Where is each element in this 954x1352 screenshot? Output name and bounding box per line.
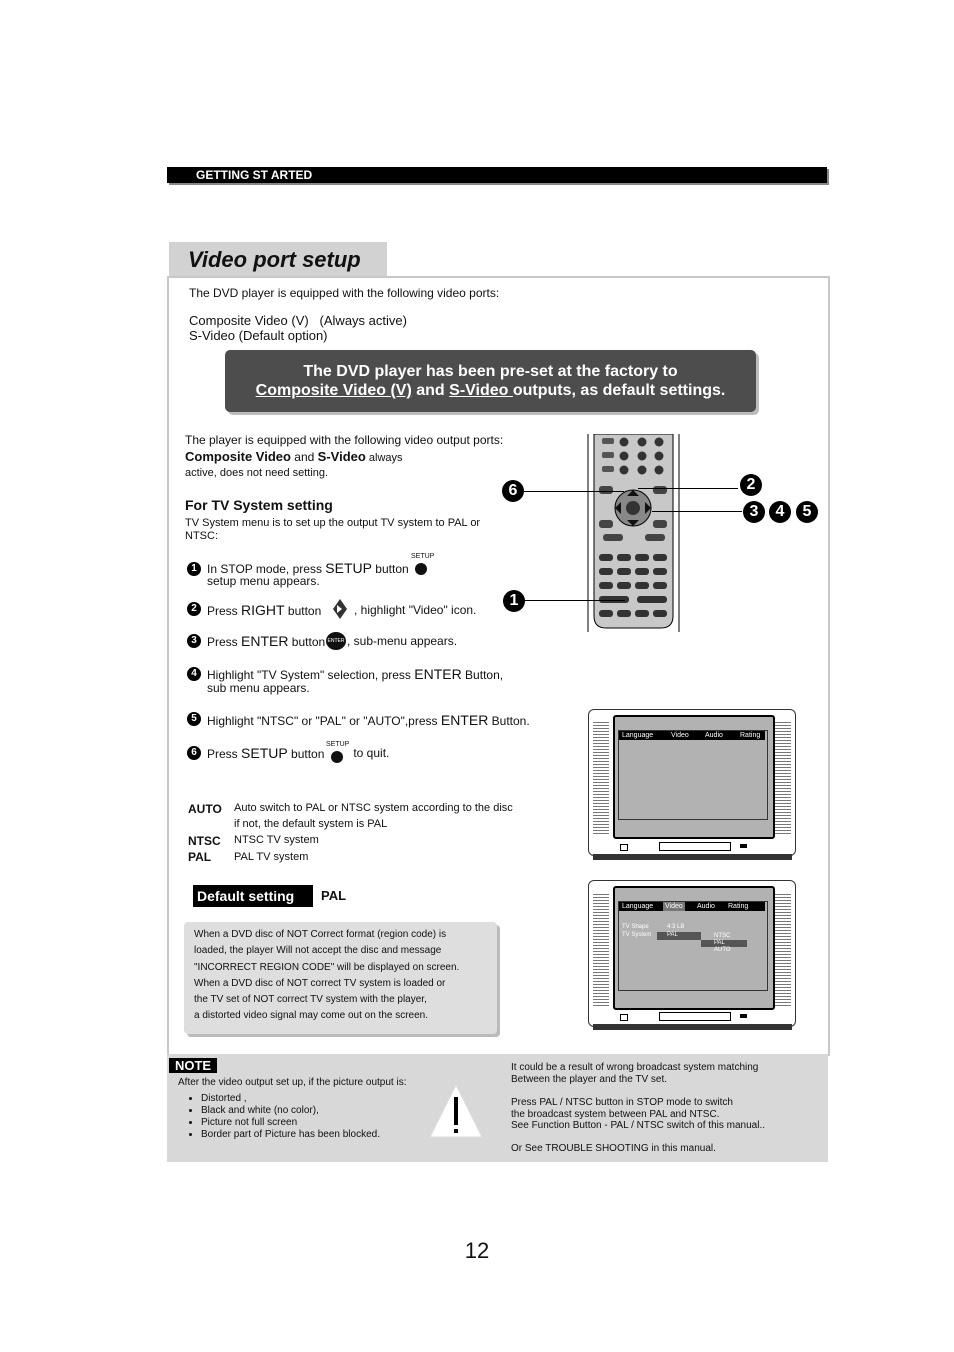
step-6-text: [207, 745, 324, 761]
callout-2: 2: [740, 474, 762, 496]
setup-button-label-2: SETUP: [326, 741, 350, 748]
remote-control-graphic: [587, 434, 680, 632]
step-4-line2: sub menu appears.: [207, 681, 310, 695]
step-6-after: to quit.: [350, 746, 390, 760]
region-line: When a DVD disc of NOT Correct format (region code) is: [194, 929, 447, 940]
step-1-line2: setup menu appears.: [207, 574, 320, 588]
step-4-key: ENTER: [414, 666, 462, 682]
step-3-pre: Press: [207, 635, 242, 649]
default-setting-label: [193, 885, 313, 907]
step-2-number: 2: [187, 602, 201, 616]
tv1-tab-rating: Rating: [740, 732, 761, 739]
tv2-speaker-right: [775, 892, 791, 1006]
banner-line2: [225, 381, 756, 400]
note-list-item: • Distorted ,: [201, 1093, 380, 1105]
tv1-button: [740, 844, 747, 848]
tv2-tab-audio: Audio: [697, 903, 715, 910]
callout-1: 1: [503, 590, 525, 612]
ports-always: always: [365, 452, 403, 464]
ports-info-line2: [185, 449, 403, 464]
note-list-item: • Border part of Picture has been blocked.: [201, 1129, 380, 1141]
note-intro: After the video output set up, if the picture output is:: [178, 1077, 407, 1088]
step-6-key: SETUP: [241, 745, 288, 761]
tv2-shape-label: TV Shape: [622, 924, 649, 930]
region-line: a distorted video signal may come out on the screen.: [194, 1010, 429, 1022]
tv1-speaker-right: [775, 720, 791, 834]
ports-svideo: S-Video: [317, 449, 366, 464]
tv2-stand: [593, 1024, 792, 1030]
tv2-tab-language: Language: [622, 903, 654, 910]
note-right-block2: [511, 1097, 765, 1132]
step-3-text: [207, 633, 325, 649]
tv2-menu-bar: [619, 902, 765, 911]
page-number: 12: [464, 1238, 490, 1263]
step-5-key: ENTER: [440, 712, 489, 728]
ports-info-line1: The player is equipped with the following video output ports:: [185, 433, 504, 447]
banner-and: and: [411, 382, 450, 399]
region-line: "INCORRECT REGION CODE" will be displayed on screen.: [194, 961, 460, 973]
default-setting-value: PAL: [321, 888, 347, 903]
region-code-note: [184, 922, 497, 1034]
title-tab: [169, 242, 387, 277]
mode-auto-desc: Auto switch to PAL or NTSC system according to the disc: [234, 802, 513, 814]
note-right-block1: [511, 1062, 758, 1086]
step-3-number: 3: [187, 634, 201, 648]
step-3-post: button: [288, 635, 326, 649]
note-right-line: It could be a result of wrong broadcast system matching: [511, 1062, 759, 1073]
note-right-line: Press PAL / NTSC button in STOP mode to switch: [511, 1097, 733, 1108]
tv2-option-auto: AUTO: [714, 947, 731, 953]
callout-line-345: [652, 511, 742, 512]
remote-control-illustration: [587, 434, 680, 632]
step-6-pre: Press: [207, 747, 242, 761]
tv2-tab-rating: Rating: [728, 903, 749, 910]
tv1-stand: [593, 854, 792, 860]
region-line: When a DVD disc of NOT correct TV system is loaded or: [194, 977, 446, 989]
step-2-post: button: [284, 604, 322, 618]
note-right-line: Or See TROUBLE SHOOTING in this manual.: [511, 1143, 716, 1154]
banner-outputs: outputs, as default settings.: [512, 382, 726, 399]
step-4-number: 4: [187, 667, 201, 681]
intro-line: The DVD player is equipped with the following video ports:: [189, 286, 500, 300]
tv1-tab-audio: Audio: [705, 732, 723, 739]
ports-composite: Composite Video: [185, 449, 291, 464]
setup-button-icon: [415, 563, 427, 575]
step-2-pre: Press: [207, 604, 242, 618]
ports-info-line3: active, does not need setting.: [185, 467, 329, 479]
tv2-option-pal: PAL: [701, 940, 747, 947]
callout-line-6: [524, 491, 624, 492]
tv2-speaker-left: [593, 892, 609, 1006]
tv2-button: [740, 1014, 747, 1018]
tv1-menu-panel: [618, 730, 768, 820]
step-1-post: button: [371, 562, 409, 576]
mode-auto-desc2: if not, the default system is PAL: [234, 818, 388, 830]
step-2-text: [207, 602, 321, 618]
page-title: Video port setup: [188, 247, 361, 272]
note-right-line: Between the player and the TV set.: [511, 1074, 668, 1085]
step-2-after: , highlight "Video" icon.: [354, 603, 477, 617]
step-6-post: button: [287, 747, 325, 761]
step-1-pre: In STOP mode, press: [207, 562, 326, 576]
tv1-menu-bar: [619, 731, 765, 740]
factory-preset-banner: [225, 350, 756, 412]
note-tag: NOTE: [169, 1058, 217, 1073]
note-list: [177, 1093, 380, 1141]
note-list-item: • Picture not full screen: [201, 1117, 380, 1129]
warning-icon: [428, 1083, 484, 1139]
tv2-tab-video: Video: [665, 903, 683, 910]
callout-4: 4: [769, 501, 791, 523]
tv1-power-led: [620, 844, 628, 851]
step-5-text: [207, 712, 530, 728]
step-1-key: SETUP: [325, 560, 372, 576]
tv1-tab-video: Video: [671, 732, 689, 739]
step-4-pre: Highlight "TV System" selection, press: [207, 668, 415, 682]
step-5-post: Button.: [488, 714, 530, 728]
step-5-pre: Highlight "NTSC" or "PAL" or "AUTO",press: [207, 714, 441, 728]
section-header: [167, 167, 827, 183]
banner-svideo: S-Video: [449, 382, 513, 399]
section-label: GETTING ST ARTED: [196, 168, 313, 182]
mode-ntsc-desc: NTSC TV system: [234, 834, 319, 846]
note-right-line: the broadcast system between PAL and NTSC.: [511, 1108, 720, 1120]
tv-system-desc: TV System menu is to set up the output TV system to PAL or NTSC:: [185, 517, 481, 542]
step-4-post: Button,: [461, 668, 504, 682]
callout-3: 3: [743, 501, 765, 523]
mode-ntsc-term: NTSC: [188, 834, 221, 848]
region-line: loaded, the player Will not accept the disc and message: [194, 945, 442, 957]
callout-5: 5: [796, 501, 818, 523]
tv2-shape-value: 4:3 LB: [667, 924, 685, 930]
banner-composite: Composite Video (V): [255, 382, 412, 399]
callout-6: 6: [502, 480, 524, 502]
mode-pal-term: PAL: [188, 850, 212, 864]
mode-auto-term: AUTO: [188, 802, 222, 816]
step-6-number: 6: [187, 746, 201, 760]
enter-button-icon: ENTER: [326, 632, 346, 650]
step-2-key: RIGHT: [241, 602, 285, 618]
step-4-text: [207, 666, 503, 682]
banner-line1: The DVD player has been pre-set at the factory to: [303, 363, 678, 380]
setup-button-label: SETUP: [411, 553, 435, 560]
mode-pal-desc: PAL TV system: [234, 851, 309, 863]
port-composite: Composite Video (V) (Always active): [189, 313, 407, 328]
tv-system-heading: For TV System setting: [185, 497, 333, 513]
setup-button-icon-2: [331, 751, 343, 763]
tv2-control-panel: [659, 1012, 731, 1021]
default-setting-text: Default setting: [197, 888, 295, 904]
note-right-line: See Function Button - PAL / NTSC switch of this manual..: [511, 1120, 765, 1131]
right-arrow-icon: [337, 605, 342, 613]
callout-line-2: [638, 488, 738, 489]
region-line: the TV set of NOT correct TV system with the player,: [194, 994, 427, 1006]
tv1-control-panel: [659, 842, 731, 851]
step-3-after: , sub-menu appears.: [347, 634, 458, 648]
step-5-number: 5: [187, 712, 201, 726]
ports-and: and: [290, 450, 318, 464]
note-list-item: • Black and white (no color),: [201, 1105, 380, 1117]
step-1-number: 1: [187, 562, 201, 576]
port-svideo: S-Video (Default option): [189, 328, 328, 343]
tv2-system-options: [701, 933, 747, 957]
tv2-system-label: TV System: [622, 932, 652, 938]
tv2-power-led: [620, 1014, 628, 1021]
step-3-key: ENTER: [241, 633, 289, 649]
callout-line-1: [525, 600, 625, 601]
tv2-system-value: PAL: [657, 932, 701, 940]
tv1-speaker-left: [593, 720, 609, 834]
tv1-tab-language: Language: [622, 732, 654, 739]
tv2-option-ntsc: NTSC: [714, 933, 731, 939]
